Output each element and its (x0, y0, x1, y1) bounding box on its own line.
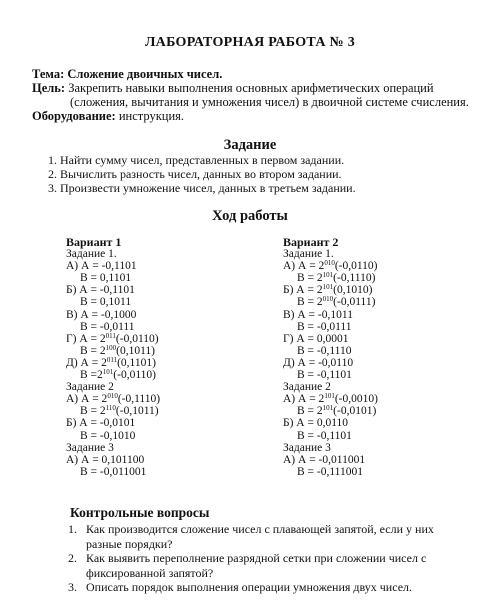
question-2-number: 2. (68, 551, 77, 565)
equipment-label: Оборудование: (32, 109, 116, 123)
question-3-number: 3. (68, 580, 77, 594)
v2-t3a-A: А) А = -0,011001 (283, 453, 366, 466)
v2-d-A: Д) А = -0,0110 (283, 356, 354, 369)
v1-c-B: В = -0,0111 (80, 320, 135, 333)
task-item-3: 3. Произвести умножение чисел, данных в третьем задании. (48, 181, 356, 195)
v1-task1-label: Задание 1. (66, 248, 117, 261)
goal-label: Цель: (32, 81, 66, 95)
v2-b-A: Б) $А = 2^{101}(0,1010)$ (283, 283, 373, 297)
v2-g-A: Г) А = 0,0001 (283, 332, 349, 345)
v2-d-B: В = -0,1101 (297, 369, 352, 382)
work-heading: Ход работы (212, 208, 288, 224)
v1-t3a-A: А) А = 0,101100 (66, 453, 145, 466)
v1-g-A: Г) $А = 2^{011}(-0,0110)$ (66, 331, 159, 345)
v2-c-B: В = -0,0111 (297, 320, 352, 333)
equipment-line (32, 109, 184, 124)
question-2 (68, 551, 426, 580)
topic-label: Тема: (32, 67, 65, 81)
v1-a-B: В = 0,1101 (80, 272, 132, 285)
question-3 (68, 580, 412, 595)
v2-a-A: А) $А = 2^{010}(-0,0110)$ (283, 259, 378, 273)
v1-t2b-A: Б) А = -0,0101 (66, 417, 136, 430)
variant-2-column (283, 236, 378, 478)
task-item-2: 2. Вычислить разность чисел, данных во втором задании. (48, 167, 342, 181)
v2-t2a-B: $В = 2^{101}(-0,0101)$ (297, 404, 377, 418)
v1-b-A: Б) А = -0,1101 (66, 284, 135, 297)
goal-text-continued: (сложения, вычитания и умножения чисел) в двоичной системе счисления. (70, 95, 469, 109)
equipment-text: инструкция. (118, 109, 185, 123)
question-2-text-continued: фиксированной запятой? (86, 565, 214, 580)
question-2-text: Как выявить переполнение разрядной сетки при сложении чисел с (86, 551, 427, 565)
task-heading: Задание (223, 137, 277, 153)
v2-task3-label: Задание 3 (283, 441, 331, 454)
topic-text: Сложение двоичных чисел. (67, 67, 223, 81)
v2-t2a-A: А) $А = 2^{101}(-0,0010)$ (283, 392, 378, 406)
v2-g-B: В = -0,1110 (297, 344, 352, 357)
v1-t2a-A: А) $А = 2^{010}(-0,1110)$ (66, 392, 161, 406)
v1-task3-label: Задание 3 (66, 441, 114, 454)
question-1-text-continued: разные порядки? (86, 536, 173, 551)
v1-d-A: Д) $А = 2^{011}(0,1101)$ (66, 355, 156, 369)
goal-line (32, 81, 434, 96)
v2-t2b-A: Б) А = 0,0110 (283, 417, 349, 430)
page-title: ЛАБОРАТОРНАЯ РАБОТА № 3 (144, 35, 356, 50)
variant-1-title: Вариант 1 (66, 235, 122, 249)
v2-t2b-B: В = -0,1101 (297, 429, 352, 442)
variant-1-column (66, 236, 160, 478)
v2-b-B: $В = 2^{010}(-0,0111)$ (297, 295, 376, 309)
topic-line (32, 67, 222, 82)
question-3-text: Описать порядок выполнения операции умножения двух чисел. (86, 580, 413, 594)
v1-d-B: $В =2^{101}(-0,0110)$ (80, 368, 156, 382)
v2-c-A: В) А = -0,1011 (283, 308, 353, 321)
v2-task1-label: Задание 1. (283, 248, 334, 261)
v1-t2a-B: $В = 2^{110}(-0,1011)$ (80, 404, 159, 418)
variant-2-title: Вариант 2 (283, 235, 339, 249)
v1-task2-label: Задание 2 (66, 381, 114, 394)
v1-t2b-B: В = -0,1010 (80, 429, 136, 442)
v1-c-A: В) А = -0,1000 (66, 308, 137, 321)
goal-text: Закрепить навыки выполнения основных арифметических операций (68, 81, 434, 95)
v1-g-B: $В = 2^{100}(0,1011)$ (80, 343, 156, 357)
v1-t3a-B: В = -0,011001 (80, 465, 147, 478)
question-1-text: Как производится сложение чисел с плавающей запятой, если у них (86, 522, 434, 536)
task-item-1: 1. Найти сумму чисел, представленных в первом задании. (48, 153, 345, 167)
v2-task2-label: Задание 2 (283, 381, 331, 394)
v1-b-B: В = 0,1011 (80, 296, 132, 309)
question-1-number: 1. (68, 522, 77, 536)
question-1 (68, 522, 434, 551)
questions-heading: Контрольные вопросы (70, 505, 210, 520)
v2-t3a-B: В = -0,111001 (297, 465, 364, 478)
v1-a-A: А) А = -0,1101 (66, 260, 137, 273)
v2-a-B: $В = 2^{101}(-0,1110)$ (297, 271, 376, 285)
